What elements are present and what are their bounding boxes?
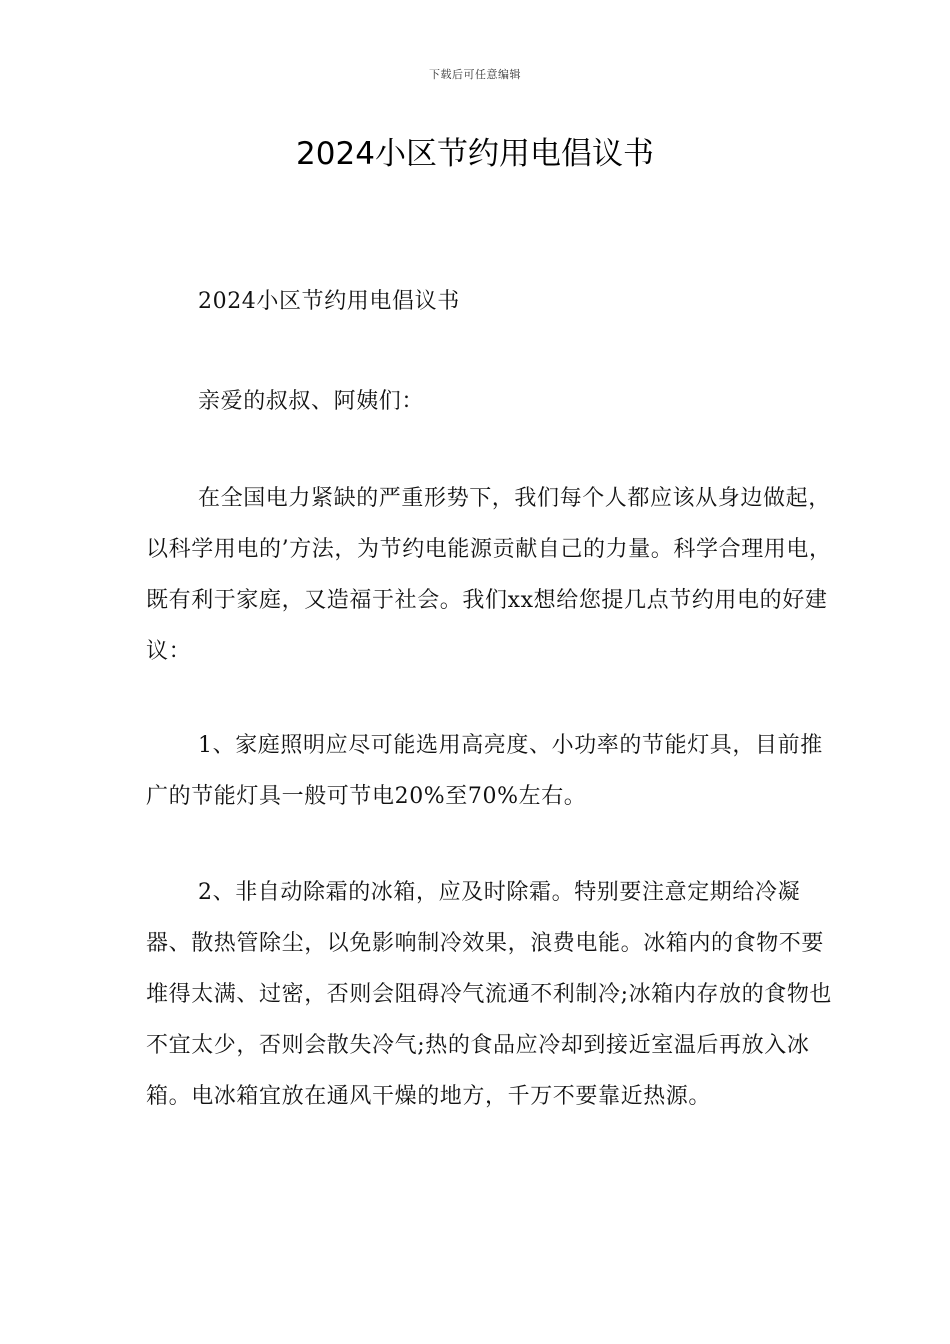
suggestion-1-paragraph: 1、家庭照明应尽可能选用高亮度、小功率的节能灯具，目前推广的节能灯具一般可节电20%至70%左右。: [146, 733, 823, 809]
subtitle-paragraph: 2024小区节约用电倡议书: [198, 289, 460, 314]
intro-paragraph: 在全国电力紧缺的严重形势下，我们每个人都应该从身边做起，以科学用电的’方法，为节约电能源贡献自己的力量。科学合理用电，既有利于家庭，又造福于社会。我们xx想给您提几点节约用电的好建议：: [146, 486, 832, 664]
document-title: 2024小区节约用电倡议书: [296, 136, 654, 172]
header-note: 下载后可任意编辑: [429, 68, 521, 81]
suggestion-2-paragraph: 2、非自动除霜的冰箱，应及时除霜。特别要注意定期给冷凝器、散热管除尘，以免影响制冷效果，浪费电能。冰箱内的食物不要堆得太满、过密，否则会阻碍冷气流通不利制冷;冰箱内存放的食物也不宜太少，否则会散失冷气;热的食品应冷却到接近室温后再放入冰箱。电冰箱宜放在通风干燥的地方，千万不要靠近热源。: [146, 880, 833, 1109]
greeting-paragraph: 亲爱的叔叔、阿姨们：: [198, 389, 425, 414]
